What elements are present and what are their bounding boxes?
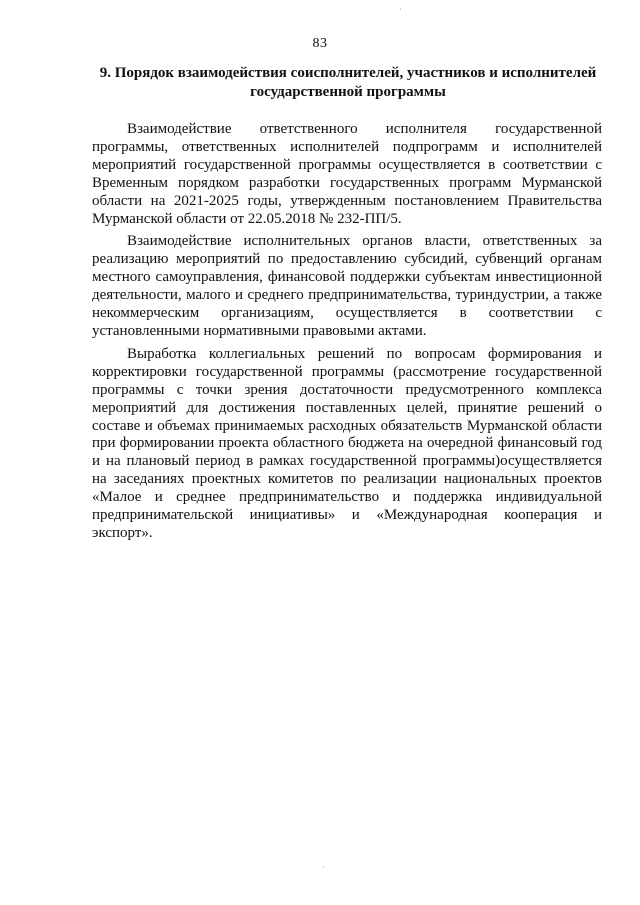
scan-speck <box>323 866 324 868</box>
paragraph-3: Выработка коллегиальных решений по вопросам формирования и корректировки государственной программы (рассмотрение государственной программы с точки зрения достаточности предусмотренного комплекса мероприятий для достижения поставленных целей, принятие решений о составе и объемах принимаемых расходных обязательств Мурманской области при формировании проекта областного бюджета на очередной финансовый год и на плановый период в рамках государственной программы)осуществляется на заседаниях проектных комитетов по реализации национальных проектов «Малое и среднее предпринимательство и поддержка индивидуальной предпринимательской инициативы» и «Международная кооперация и экспорт». <box>92 345 602 541</box>
page-number: 83 <box>312 36 328 51</box>
section-body <box>92 121 602 548</box>
paragraph-1: Взаимодействие ответственного исполнителя государственной программы, ответственных исполнителей подпрограмм и исполнителей мероприятий государственной программы осуществляется в соответствии с Временным порядком разработки государственных программ Мурманской области на 2021-2025 годы, утвержденным постановлением Правительства Мурманской области от 22.05.2018 № 232-ПП/5. <box>92 121 602 227</box>
section-heading: 9. Порядок взаимодействия соисполнителей, участников и исполнителей государственной программы <box>99 65 597 100</box>
paragraph-2: Взаимодействие исполнительных органов власти, ответственных за реализацию мероприятий по предоставлению субсидий, субвенций органам местного самоуправления, финансовой поддержки субъектам инвестиционной деятельности, малого и среднего предпринимательства, туриндустрии, а также некоммерческим организациям, осуществляется в соответствии с установленными нормативными правовыми актами. <box>92 233 602 339</box>
scan-speck <box>400 8 401 10</box>
